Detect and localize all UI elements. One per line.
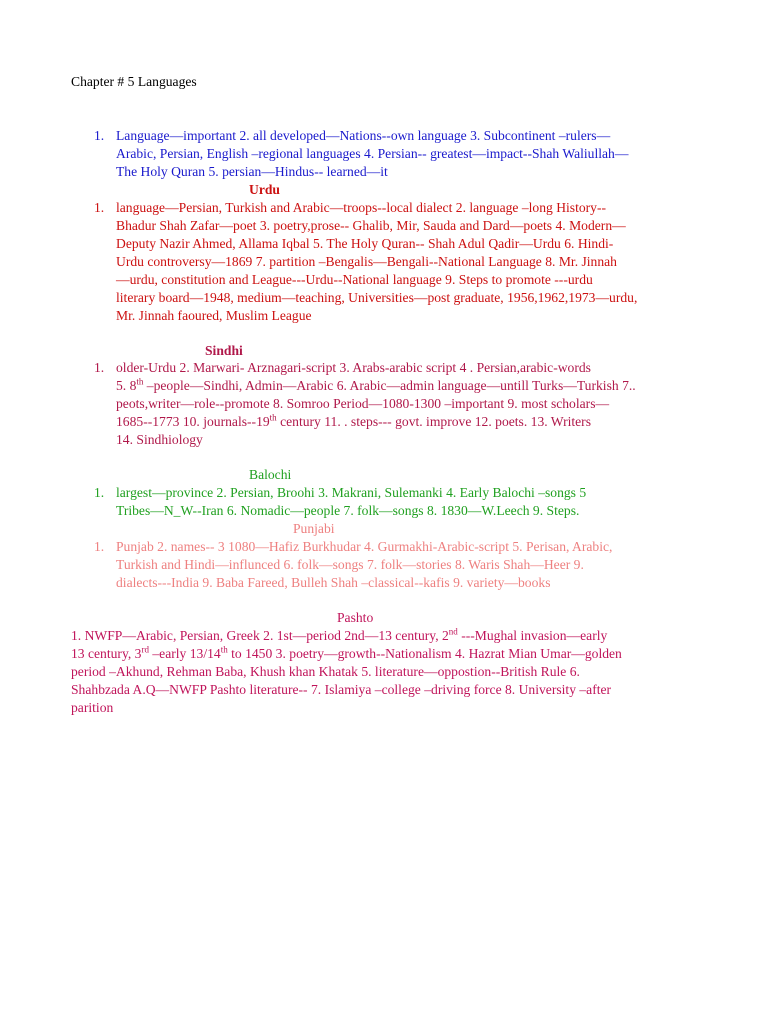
balochi-heading: Balochi [249,467,292,482]
punjabi-line: dialects---India 9. Baba Fareed, Bulleh Shah –classical--kafis 9. variety—books [116,575,551,590]
urdu-list [94,199,638,325]
list-number: 1. [94,360,105,375]
list-number: 1. [94,539,105,554]
sindhi-heading: Sindhi [205,343,243,358]
urdu-line: literary board—1948, medium—teaching, Universities—post graduate, 1956,1962,1973—urdu, [116,290,638,305]
pashto-line: 1. NWFP—Arabic, Persian, Greek 2. 1st—period 2nd—13 century, 2nd ---Mughal invasion—early [71,626,608,643]
urdu-line: Mr. Jinnah faoured, Muslim League [116,308,312,323]
urdu-line: Deputy Nazir Ahmed, Allama Iqbal 5. The Holy Quran-- Shah Adul Qadir—Urdu 6. Hindi- [116,236,614,251]
intro-list-item [94,127,629,181]
urdu-line: —urdu, constitution and League---Urdu--National language 9. Steps to promote ---urdu [116,272,593,287]
sindhi-line: older-Urdu 2. Marwari- Arznagari-script 3. Arabs-arabic script 4 . Persian,arabic-words [116,360,591,375]
sindhi-line: 5. 8th –people—Sindhi, Admin—Arabic 6. Arabic—admin language—untill Turks—Turkish 7.. [116,376,636,393]
pashto-line: period –Akhund, Rehman Baba, Khush khan Khatak 5. literature—oppostion--British Rule 6. [71,664,580,679]
chapter-title: Chapter # 5 Languages [71,74,197,89]
intro-list [94,127,629,181]
balochi-list [94,484,587,520]
sindhi-line: peots,writer—role--promote 8. Somroo Period—1080-1300 –important 9. most scholars— [116,396,610,411]
pashto-heading: Pashto [337,610,374,625]
punjabi-line: Turkish and Hindi—influnced 6. folk—songs 7. folk—stories 8. Waris Shah—Heer 9. [116,557,584,572]
intro-line: Arabic, Persian, English –regional languages 4. Persian-- greatest—impact--Shah Waliullah— [116,146,629,161]
sindhi-list [94,359,636,449]
urdu-line: language—Persian, Turkish and Arabic—troops--local dialect 2. language –long History-- [116,200,607,215]
pashto-line: Shahbzada A.Q—NWFP Pashto literature-- 7. Islamiya –college –driving force 8. University –after [71,682,612,697]
pashto-line: parition [71,700,114,715]
balochi-line: largest—province 2. Persian, Broohi 3. Makrani, Sulemanki 4. Early Balochi –songs 5 [116,485,587,500]
pashto-paragraph [71,627,622,717]
punjabi-list [94,538,613,592]
pashto-line: 13 century, 3rd –early 13/14th to 1450 3. poetry—growth--Nationalism 4. Hazrat Mian Umar—golden [71,644,622,661]
urdu-heading: Urdu [249,182,280,197]
urdu-line: Bhadur Shah Zafar—poet 3. poetry,prose-- Ghalib, Mir, Sauda and Dard—poets 4. Modern— [116,218,626,233]
punjabi-heading: Punjabi [293,521,335,536]
intro-line: Language—important 2. all developed—Nations--own language 3. Subcontinent –rulers— [116,128,611,143]
sindhi-list-item [94,359,636,449]
punjabi-list-item [94,538,613,592]
urdu-line: Urdu controversy—1869 7. partition –Bengalis—Bengali--National Language 8. Mr. Jinnah [116,254,617,269]
sindhi-line: 14. Sindhiology [116,432,203,447]
intro-line: The Holy Quran 5. persian—Hindus-- learned—it [116,164,388,179]
list-number: 1. [94,200,105,215]
punjabi-line: Punjab 2. names-- 3 1080—Hafiz Burkhudar 4. Gurmakhi-Arabic-script 5. Perisan, Arabic, [116,539,613,554]
urdu-list-item [94,199,638,325]
balochi-list-item [94,484,587,520]
balochi-line: Tribes—N_W--Iran 6. Nomadic—people 7. folk—songs 8. 1830—W.Leech 9. Steps. [116,503,580,518]
list-number: 1. [94,485,105,500]
list-number: 1. [94,128,105,143]
sindhi-line: 1685--1773 10. journals--19th century 11. . steps--- govt. improve 12. poets. 13. Writers [116,412,592,429]
